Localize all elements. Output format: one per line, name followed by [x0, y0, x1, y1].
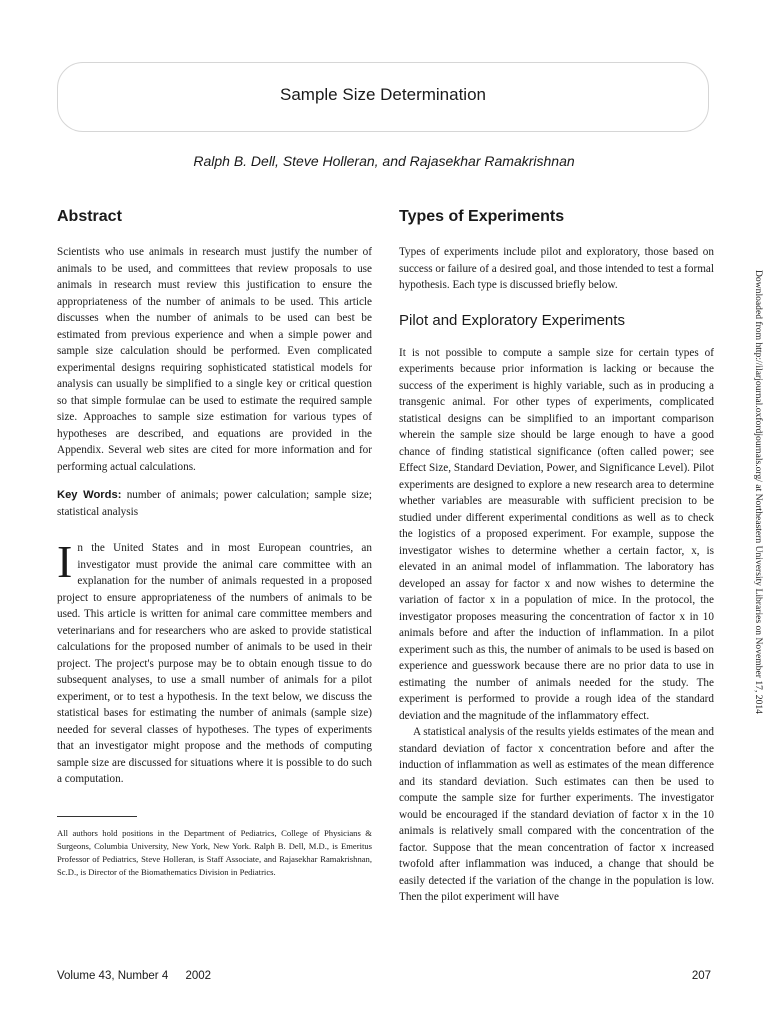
pilot-paragraph-2: A statistical analysis of the results yields estimates of the mean and standard deviation of factor x concentration before and after the induction of inflammation as well as estimates of the mean difference and its standard deviation. Such estimates can then be used to compute the sample size for further experiments. The investigator would be encouraged if the standard deviation of factor x in the 10 animals is relatively small compared with the concentration of the factor. Suppose that the mean concentration of factor x increased twofold after inflammation was induced, a change that should be easily detected if the variation of the change in the population is low. Then the pilot experiment will have — [399, 726, 714, 903]
footer-volume — [57, 970, 211, 982]
keywords-text: number of animals; power calculation; sample size; statistical analysis — [57, 489, 373, 518]
pilot-paragraph-1: It is not possible to compute a sample size for certain types of experiments because prior information is lacking or because the success of the experiment is highly variable, such as in producing a transgenic animal. For other types of experiments, complicated statistical designs can be simplified to an important comparison wherein the sample size should be large enough to have a good chance of finding statistical significance (often called power; see Effect Size, Standard Deviation, Power, and Significance Level). Pilot experiments are designed to explore a new research area to determine whether variables are measurable with sufficient precision to be studied under different experimental conditions as well as to check the logistics of a proposed experiment. For example, suppose the investigator wishes to determine whether a certain factor, x, is elevated in an animal model of inflammation. The laboratory has developed an assay for factor x and now wishes to determine the variation of factor x in a population of mice. In the protocol, the investigator proposes measuring the concentration of factor x in 10 animals before and after the induction of inflammation. In a pilot experiment such as this, the number of animals to be used is based on experience and guesswork because there are no prior data to use in estimating the number of animals needed for the study. The experiment is performed to provide a rough idea of the standard deviation and the magnitude of the inflammatory effect. — [399, 346, 714, 722]
year: 2002 — [185, 970, 212, 982]
left-column — [57, 208, 372, 879]
abstract-heading: Abstract — [57, 208, 122, 225]
page-title: Sample Size Determination — [280, 85, 486, 104]
author-footnote: All authors hold positions in the Department of Pediatrics, College of Physicians & Surgeons, Columbia University, New York, New York. Ralph B. Dell, M.D., is Emeritus Professor of Pediatrics, Steve Holleran, is Staff Associate, and Rajasekhar Ramakrishnan, Sc.D., is Director of the Biomathematics Division in Pediatrics. — [57, 827, 372, 877]
volume-issue: Volume 43, Number 4 — [57, 970, 169, 982]
pilot-heading: Pilot and Exploratory Experiments — [399, 311, 625, 329]
dropcap-letter: I — [57, 536, 73, 587]
authors: Ralph B. Dell, Steve Holleran, and Rajasekhar Ramakrishnan — [193, 153, 575, 169]
title-box — [57, 62, 709, 132]
download-watermark — [752, 270, 766, 750]
keywords-label: Key Words: — [57, 489, 122, 501]
footnote-rule — [57, 816, 137, 817]
keywords — [57, 487, 372, 520]
right-column — [399, 208, 714, 906]
abstract-text: Scientists who use animals in research must justify the number of animals to be used, and committees that review proposals to use animals in research must review this justification to ensure the appropriateness of the number of animals to be used. This article discusses when the number of animals to be used can best be estimated from previous experience and when a simple power and sample size calculation should be performed. Even complicated experimental designs requiring sophisticated statistical models for analysis can usually be simplified to a single key or critical question so that simple formulae can be used to estimate the required sample size. Approaches to sample size estimation for various types of hypotheses are described, and equations are provided in the Appendix. Several web sites are cited for more information and for performing actual calculations. — [57, 246, 372, 473]
download-note-text: Downloaded from http://ilarjournal.oxfordjournals.org/ at Northeastern University Libraries on November 17, 2014 — [753, 270, 764, 714]
page-number: 207 — [691, 970, 711, 982]
intro-paragraph — [57, 536, 372, 788]
types-heading: Types of Experiments — [399, 208, 565, 225]
types-text: Types of experiments include pilot and exploratory, those based on success or failure of a desired goal, and those intended to test a formal hypothesis. Each type is discussed briefly below. — [399, 246, 714, 291]
intro-text: n the United States and in most European countries, an investigator must provide the animal care committee with an explanation for the number of animals requested in a proposed project to ensure appropriateness of the numbers of animals to be used. This article is written for animal care committee members and veterinarians and for researchers who are asked to provide statistical calculations for the proposed number of animals to be used in their project. The project's purpose may be to obtain enough tissue to do subsequent analyses, to use a small number of animals for a pilot experiment, or to test a hypothesis. In the text below, we discuss the statistical bases for estimating the number of animals (sample size) needed for several classes of hypotheses. The types of experiments that an investigator might propose and the methods of computing sample size are discussed for situations where it is possible to do such a computation. — [57, 542, 372, 785]
